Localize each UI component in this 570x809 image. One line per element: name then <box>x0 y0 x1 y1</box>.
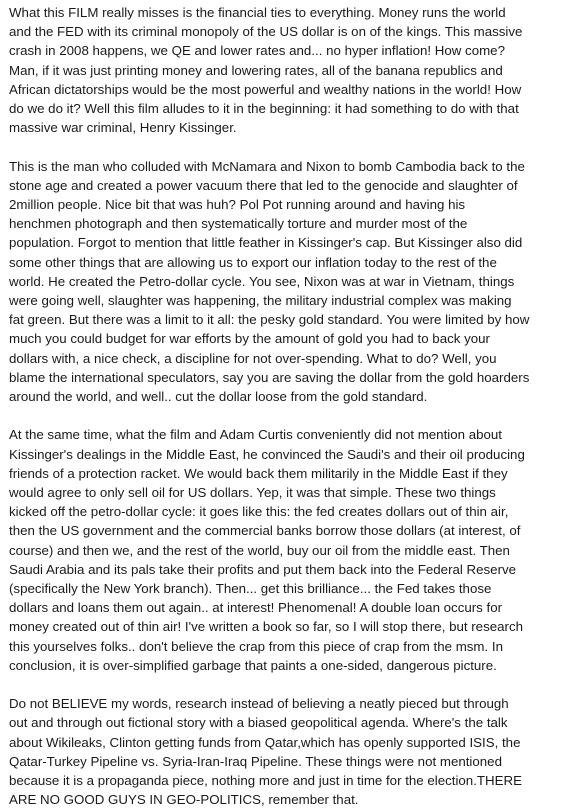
text-line: about Wikileaks, Clinton getting funds from Qatar,which has openly supported ISIS, the <box>9 734 521 750</box>
text-line: do we do it? Well this film alludes to it in the beginning: it had something to do with that <box>9 101 519 117</box>
text-line: blame the international speculators, say you are saving the dollar from the gold hoarders <box>9 369 530 385</box>
text-line: dollars with, a nice check, a discipline for not over-spending. What to do? Well, you <box>9 350 497 366</box>
text-line: conclusion, it is over-simplified garbage that paints a one-sided, dangerous picture. <box>9 657 497 673</box>
text-line: henchmen photograph and then systematically torture and murder most of the <box>9 216 468 232</box>
comment-paragraph <box>9 157 570 407</box>
text-line: course) and then we, and the rest of the world, buy our oil from the middle east. Then <box>9 542 510 558</box>
text-line: out and through out fictional story with a biased geopolitical agenda. Where's the talk <box>9 715 508 731</box>
text-line: were going well, slaughter was happening, the military industrial complex was making <box>9 293 512 309</box>
text-line: much you could budget for war efforts by the amount of gold you had to back your <box>9 331 490 347</box>
text-line: ARE NO GOOD GUYS IN GEO-POLITICS, remember that. <box>9 792 359 808</box>
text-line: This is the man who colluded with McNamara and Nixon to bomb Cambodia back to the <box>9 158 525 174</box>
text-line: dollars and loans them out again.. at interest! Phenomenal! A double loan occurs for <box>9 600 503 616</box>
text-line: and the FED with its criminal monopoly of the US dollar is on of the kings. This massive <box>9 24 523 40</box>
text-line: money created out of thin air! I've written a book so far, so I will stop there, but research <box>9 619 523 635</box>
text-line: fat green. But there was a limit to it all: the pesky gold standard. You were limited by how <box>9 312 530 328</box>
text-line: because it is a propaganda piece, nothing more and just in time for the election.THERE <box>9 773 522 789</box>
text-line: this yourselves folks.. don't believe the crap from this piece of crap from the msm. In <box>9 638 503 654</box>
text-line: At the same time, what the film and Adam Curtis conveniently did not mention about <box>9 427 502 443</box>
comment-paragraph <box>9 694 570 809</box>
text-line: then the US government and the commercial banks borrow those dollars (at interest, of <box>9 523 521 539</box>
text-line: around the world, and well.. cut the dollar loose from the gold standard. <box>9 389 428 405</box>
text-line: Man, if it was just printing money and lowering rates, all of the banana republics and <box>9 62 503 78</box>
text-line: crash in 2008 happens, we QE and lower rates and... no hyper inflation! How come? <box>9 43 505 59</box>
text-line: friends of a protection racket. We would back them militarily in the Middle East if they <box>9 465 508 481</box>
text-line: world. He created the Petro-dollar cycle. You see, Nixon was at war in Vietnam, things <box>9 273 515 289</box>
text-line: Saudi Arabia and its pals take their profits and put them back into the Federal Reserve <box>9 561 517 577</box>
text-line: population. Forgot to mention that little feather in Kissinger's cap. But Kissinger also did <box>9 235 523 251</box>
text-line: Kissinger's dealings in the Middle East, he convinced the Saudi's and their oil producing <box>9 446 525 462</box>
text-line: Do not BELIEVE my words, research instead of believing a neatly pieced but through <box>9 696 509 712</box>
text-line: stone age and created a power vacuum there that led to the genocide and slaughter of <box>9 177 518 193</box>
text-line: (specifically the New York branch). Then... get this brilliance... the Fed takes those <box>9 581 492 597</box>
text-line: some other things that are allowing us to export our inflation today to the rest of the <box>9 254 497 270</box>
text-line: 2million people. Nice bit that was huh? Pol Pot running around and having his <box>9 197 466 213</box>
text-line: What this FILM really misses is the financial ties to everything. Money runs the world <box>9 5 506 20</box>
text-line: African dictatorships would be the most powerful and wealthy nations in the world! How <box>9 81 522 97</box>
text-line: massive war criminal, Henry Kissinger. <box>9 120 237 136</box>
text-line: Qatar-Turkey Pipeline vs. Syria-Iran-Iraq Pipeline. These things were not mentioned <box>9 753 502 769</box>
text-line: would agree to only sell oil for US dollars. Yep, it was that simple. These two things <box>9 485 496 501</box>
text-line: kicked off the petro-dollar cycle: it goes like this: the fed creates dollars out of thin air, <box>9 504 509 520</box>
comment-paragraph <box>9 3 570 137</box>
comment-paragraph <box>9 425 570 675</box>
